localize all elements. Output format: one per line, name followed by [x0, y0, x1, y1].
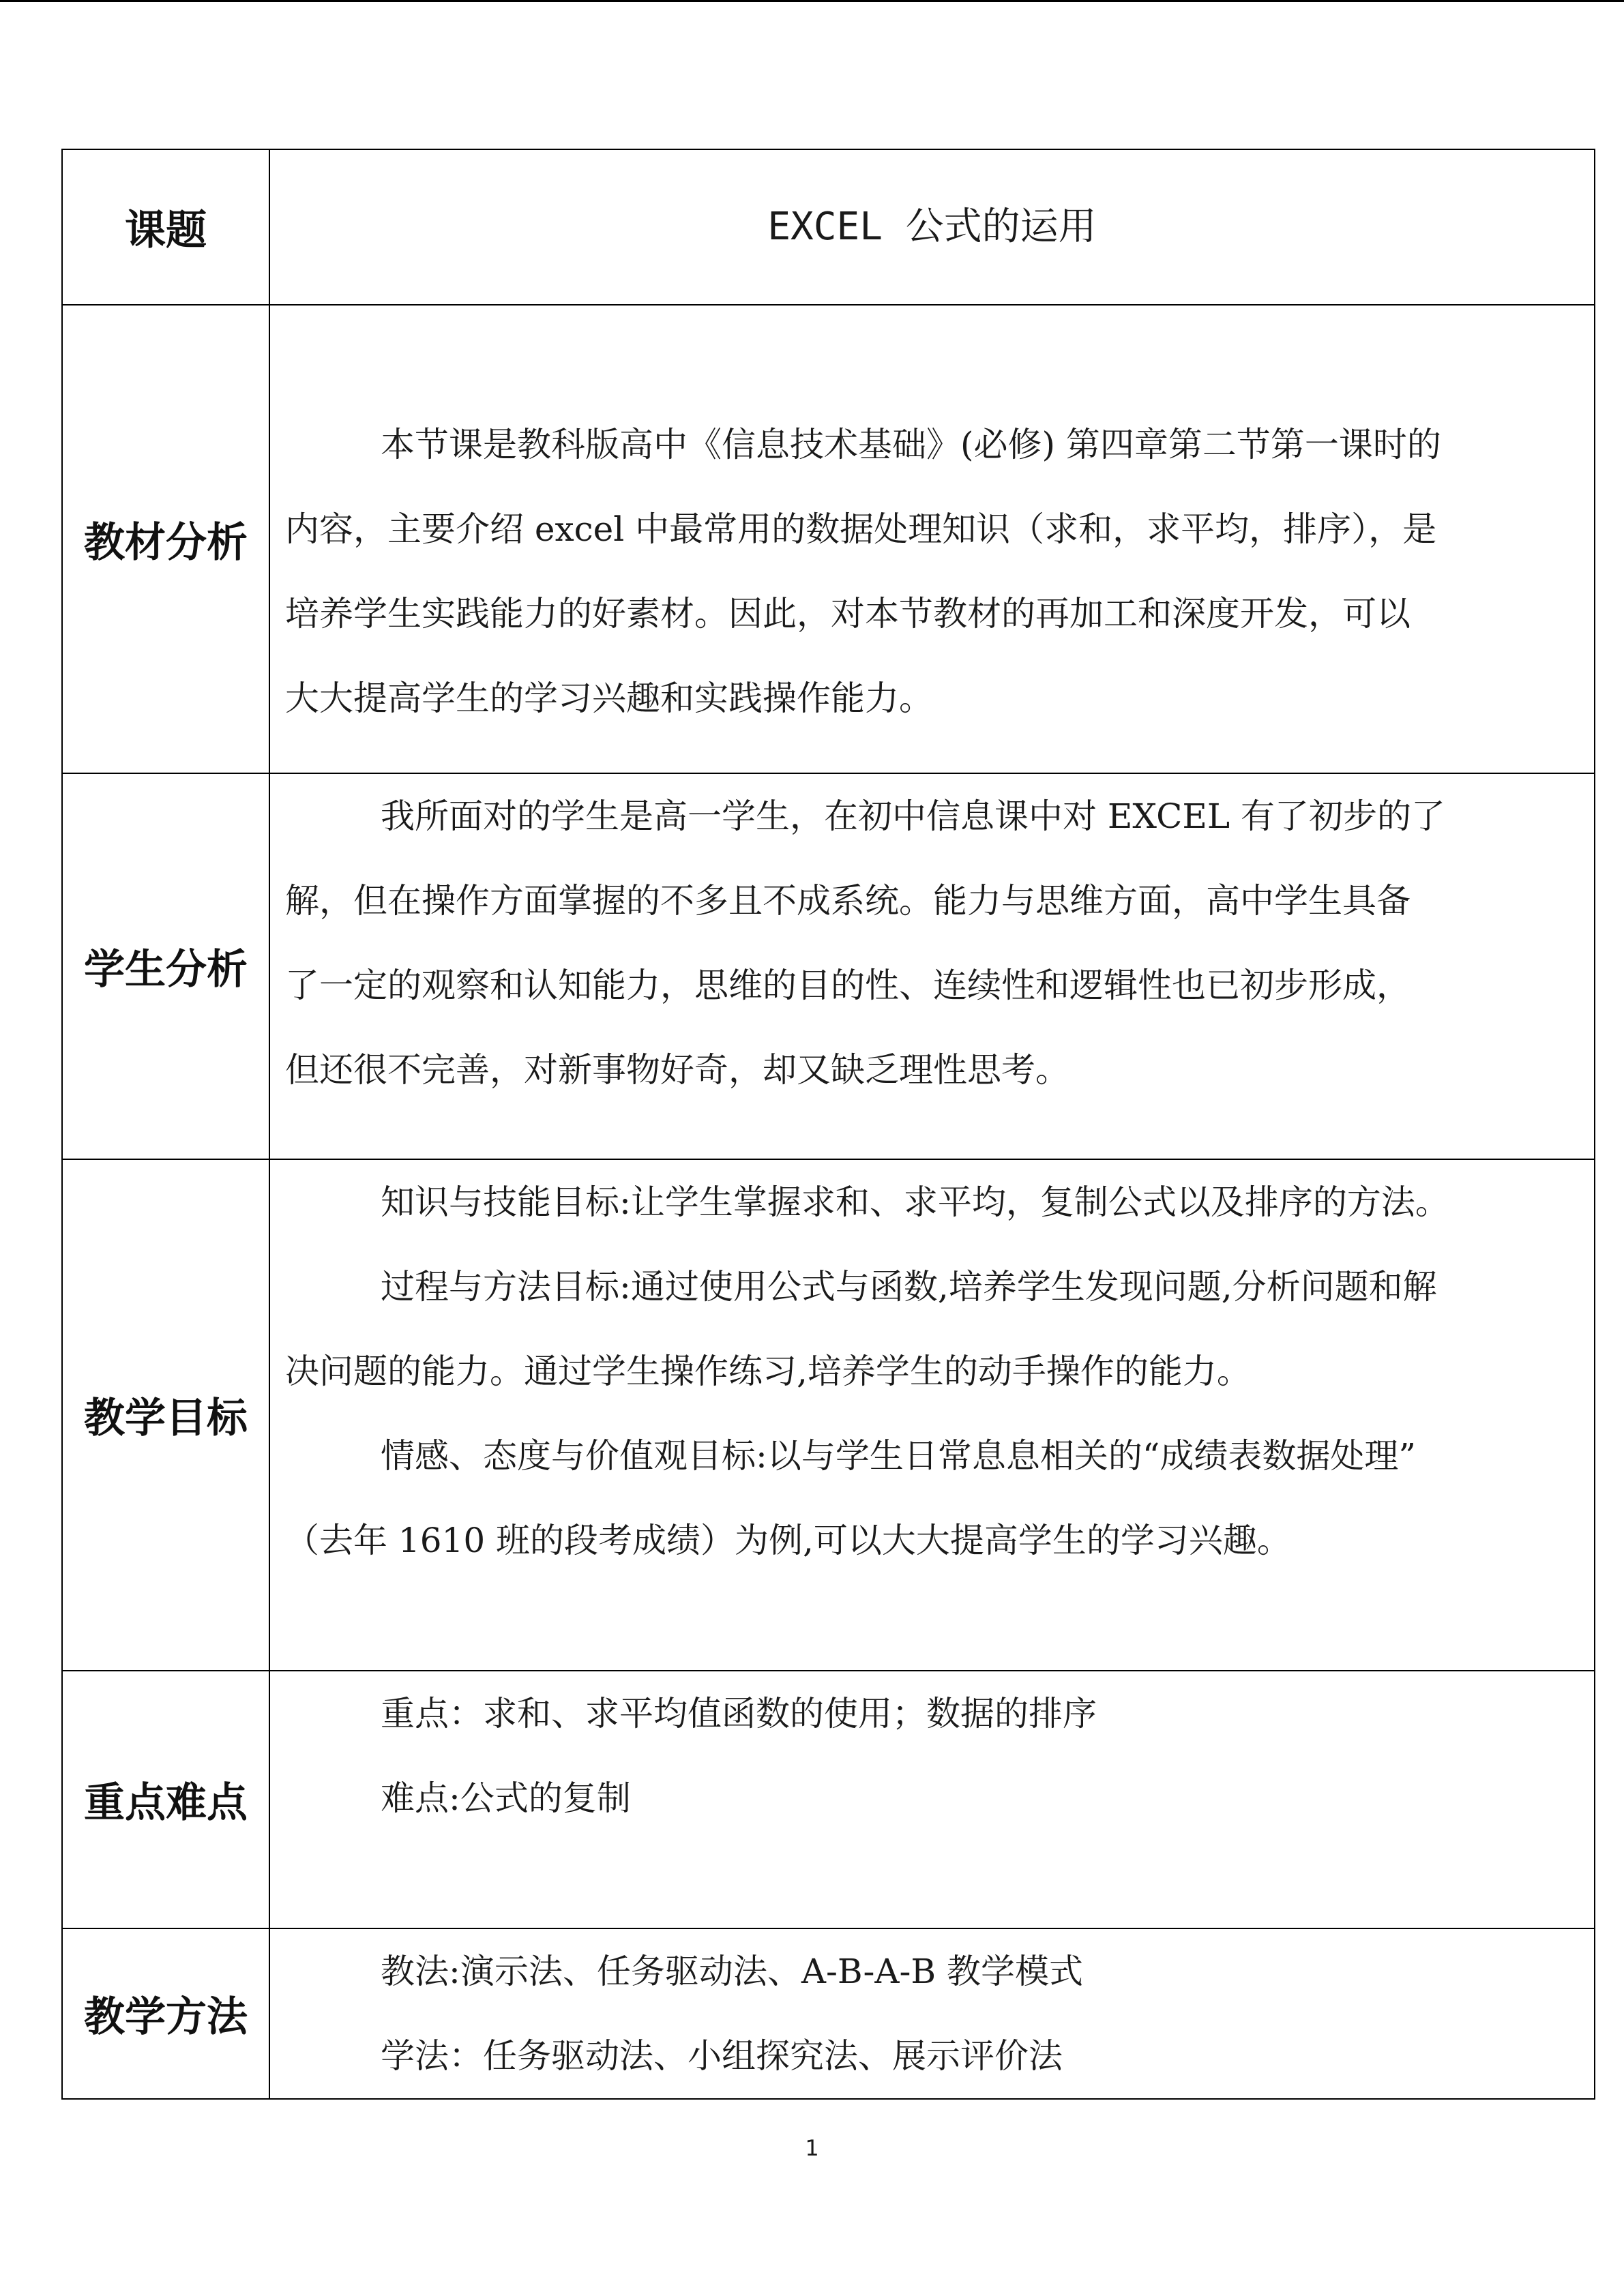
textbook-line-4: 大大提高学生的学习兴趣和实践操作能力。 [285, 679, 933, 718]
content-student-analysis [269, 773, 1595, 1159]
row-key-points [62, 1671, 1595, 1928]
textbook-line-2: 内容，主要介绍 excel 中最常用的数据处理知识（求和，求平均，排序），是 [285, 509, 1437, 549]
learning-method-line: 学法：任务驱动法、小组探究法、展示评价法 [381, 2036, 1063, 2076]
objective-line-3: 决问题的能力。通过学生操作练习,培养学生的动手操作的能力。 [285, 1352, 1251, 1391]
page-number: 1 [805, 2135, 819, 2161]
textbook-line-1: 本节课是教科版高中《信息技术基础》(必修) 第四章第二节第一课时的 [381, 425, 1441, 464]
objective-line-1: 知识与技能目标:让学生掌握求和、求平均，复制公式以及排序的方法。 [381, 1182, 1449, 1222]
label-student-analysis: 学生分析 [62, 773, 269, 1159]
label-key-points: 重点难点 [62, 1671, 269, 1928]
content-textbook-analysis [269, 305, 1595, 773]
topic-title: EXCEL 公式的运用 [767, 205, 1097, 249]
objective-line-5: （去年 1610 班的段考成绩）为例,可以大大提高学生的学习兴趣。 [285, 1521, 1291, 1560]
label-teaching-objectives: 教学目标 [62, 1159, 269, 1671]
difficulty-line: 难点:公式的复制 [381, 1778, 631, 1818]
row-topic [62, 149, 1595, 305]
content-key-points [269, 1671, 1595, 1928]
label-textbook-analysis: 教材分析 [62, 305, 269, 773]
content-topic [269, 149, 1595, 305]
content-teaching-methods [269, 1928, 1595, 2099]
objective-line-4: 情感、态度与价值观目标:以与学生日常息息相关的“成绩表数据处理” [381, 1436, 1416, 1476]
key-point-line-1: 重点：求和、求平均值函数的使用；数据的排序 [381, 1694, 1097, 1733]
textbook-line-3: 培养学生实践能力的好素材。因此，对本节教材的再加工和深度开发，可以 [285, 594, 1411, 633]
row-teaching-methods [62, 1928, 1595, 2099]
student-line-4: 但还很不完善，对新事物好奇，却又缺乏理性思考。 [285, 1050, 1069, 1090]
student-line-2: 解，但在操作方面掌握的不多且不成系统。能力与思维方面，高中学生具备 [285, 881, 1411, 921]
student-line-1: 我所面对的学生是高一学生，在初中信息课中对 EXCEL 有了初步的了 [381, 796, 1445, 836]
row-student-analysis [62, 773, 1595, 1159]
student-line-3: 了一定的观察和认知能力，思维的目的性、连续性和逻辑性也已初步形成， [285, 966, 1411, 1005]
row-teaching-objectives [62, 1159, 1595, 1671]
lesson-plan-table [61, 149, 1595, 2100]
teaching-method-line: 教法:演示法、任务驱动法、A-B-A-B 教学模式 [381, 1952, 1084, 1991]
objective-line-2: 过程与方法目标:通过使用公式与函数,培养学生发现问题,分析问题和解 [381, 1267, 1437, 1307]
row-textbook-analysis [62, 305, 1595, 773]
label-teaching-methods: 教学方法 [62, 1928, 269, 2099]
content-teaching-objectives [269, 1159, 1595, 1671]
label-topic: 课题 [62, 149, 269, 305]
